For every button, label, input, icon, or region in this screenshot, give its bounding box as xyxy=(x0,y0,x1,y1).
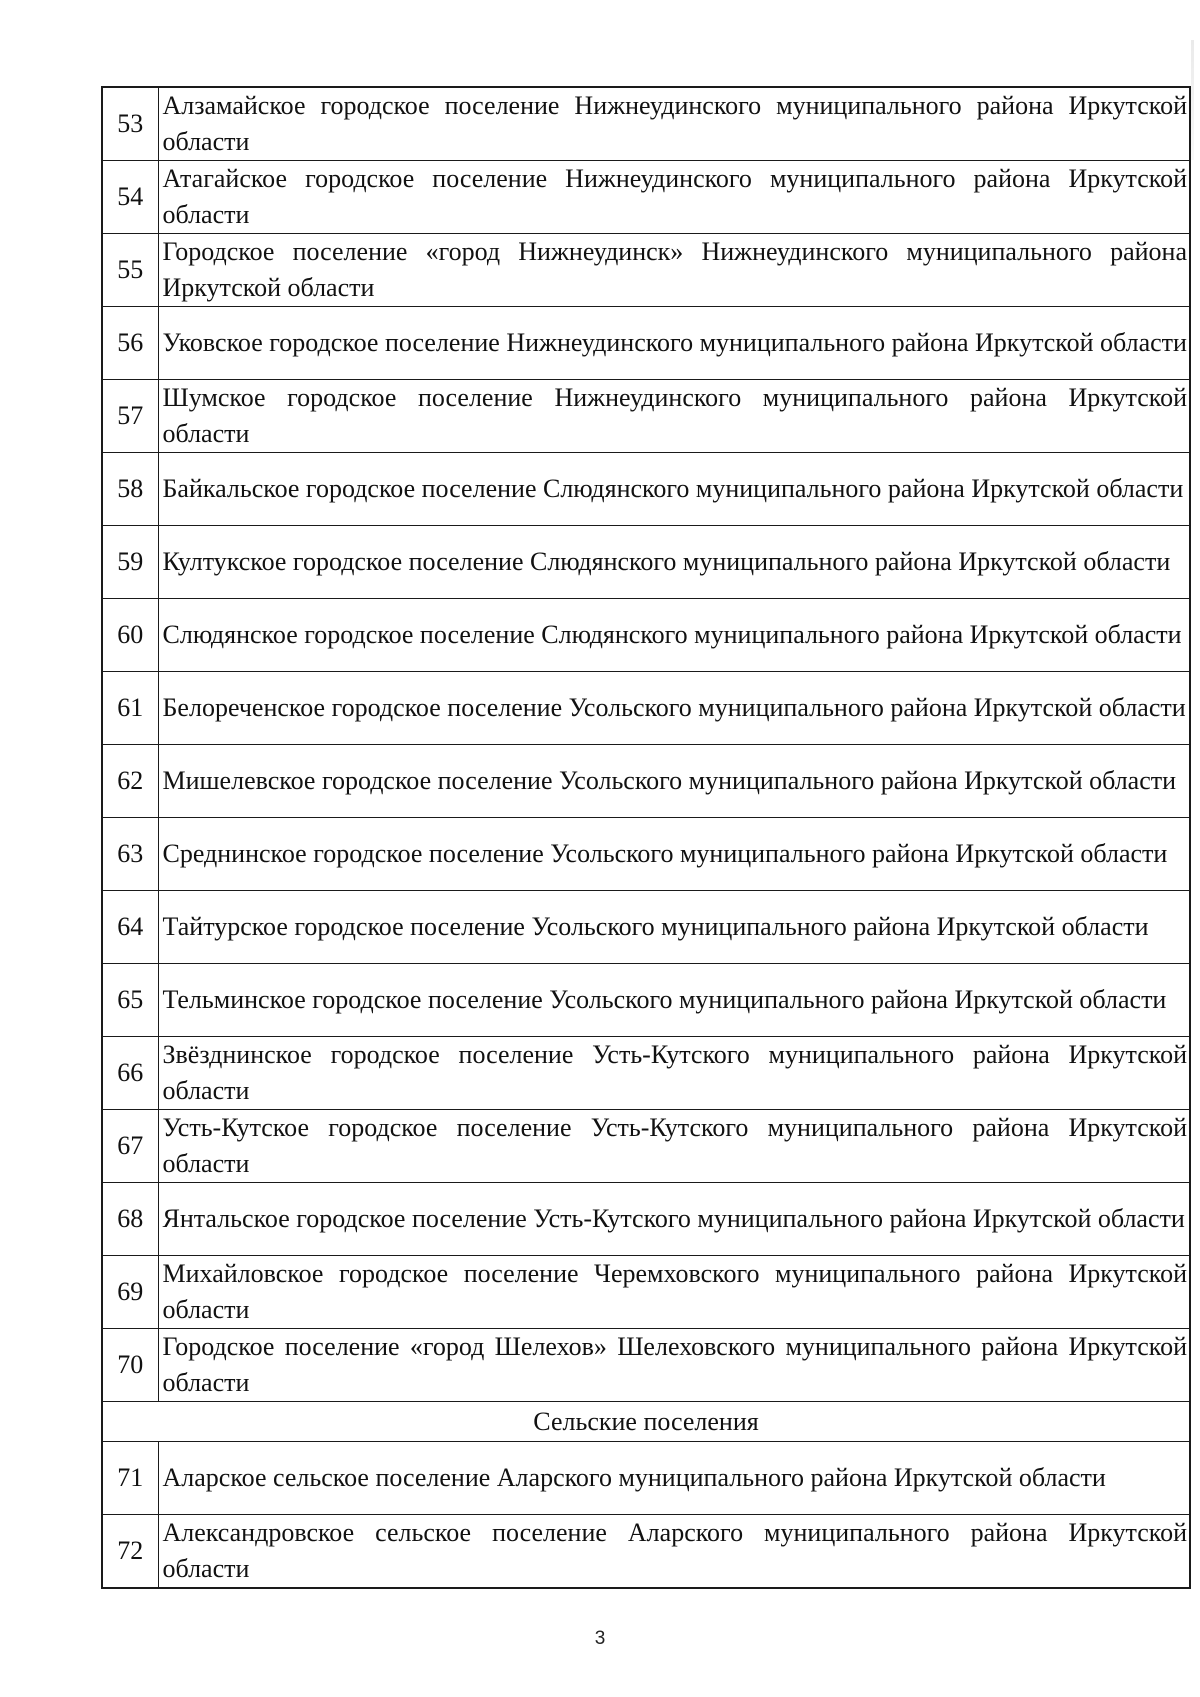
row-number: 61 xyxy=(102,672,158,745)
table-row xyxy=(102,1515,1190,1589)
settlement-name: Слюдянское городское поселение Слюдянского муниципального района Иркутской области xyxy=(158,599,1190,672)
row-number: 63 xyxy=(102,818,158,891)
table-row xyxy=(102,1183,1190,1256)
row-number: 65 xyxy=(102,964,158,1037)
row-number: 57 xyxy=(102,380,158,453)
row-number: 55 xyxy=(102,234,158,307)
settlements-table xyxy=(101,86,1191,1589)
table-row xyxy=(102,1442,1190,1515)
row-number: 60 xyxy=(102,599,158,672)
settlements-table-body xyxy=(102,87,1190,1588)
table-row xyxy=(102,964,1190,1037)
settlement-name: Михайловское городское поселение Черемховского муниципального района Иркутской области xyxy=(158,1256,1190,1329)
table-row xyxy=(102,891,1190,964)
settlement-name: Тельминское городское поселение Усольского муниципального района Иркутской области xyxy=(158,964,1190,1037)
table-row xyxy=(102,1110,1190,1183)
row-number: 64 xyxy=(102,891,158,964)
table-row xyxy=(102,307,1190,380)
page-number: 3 xyxy=(594,1628,606,1649)
settlement-name: Городское поселение «город Шелехов» Шелеховского муниципального района Иркутской области xyxy=(158,1329,1190,1402)
section-header-row xyxy=(102,1402,1190,1442)
settlement-name: Уковское городское поселение Нижнеудинского муниципального района Иркутской области xyxy=(158,307,1190,380)
settlement-name: Янтальское городское поселение Усть-Кутского муниципального района Иркутской области xyxy=(158,1183,1190,1256)
row-number: 67 xyxy=(102,1110,158,1183)
settlement-name: Александровское сельское поселение Аларского муниципального района Иркутской области xyxy=(158,1515,1190,1589)
row-number: 72 xyxy=(102,1515,158,1589)
settlement-name: Атагайское городское поселение Нижнеудинского муниципального района Иркутской области xyxy=(158,161,1190,234)
table-row xyxy=(102,161,1190,234)
settlement-name: Култукское городское поселение Слюдянского муниципального района Иркутской области xyxy=(158,526,1190,599)
settlement-name: Байкальское городское поселение Слюдянского муниципального района Иркутской области xyxy=(158,453,1190,526)
table-row xyxy=(102,599,1190,672)
row-number: 58 xyxy=(102,453,158,526)
row-number: 68 xyxy=(102,1183,158,1256)
row-number: 62 xyxy=(102,745,158,818)
row-number: 56 xyxy=(102,307,158,380)
row-number: 69 xyxy=(102,1256,158,1329)
settlement-name: Шумское городское поселение Нижнеудинского муниципального района Иркутской области xyxy=(158,380,1190,453)
settlement-name: Белореченское городское поселение Усольского муниципального района Иркутской области xyxy=(158,672,1190,745)
table-row xyxy=(102,234,1190,307)
row-number: 66 xyxy=(102,1037,158,1110)
row-number: 71 xyxy=(102,1442,158,1515)
table-row xyxy=(102,1256,1190,1329)
table-row xyxy=(102,87,1190,161)
settlement-name: Среднинское городское поселение Усольского муниципального района Иркутской области xyxy=(158,818,1190,891)
settlement-name: Усть-Кутское городское поселение Усть-Кутского муниципального района Иркутской области xyxy=(158,1110,1190,1183)
settlement-name: Тайтурское городское поселение Усольского муниципального района Иркутской области xyxy=(158,891,1190,964)
row-number: 54 xyxy=(102,161,158,234)
table-row xyxy=(102,1329,1190,1402)
table-row xyxy=(102,380,1190,453)
settlement-name: Звёзднинское городское поселение Усть-Кутского муниципального района Иркутской области xyxy=(158,1037,1190,1110)
table-row xyxy=(102,745,1190,818)
table-row xyxy=(102,1037,1190,1110)
section-header-rural-settlements: Сельские поселения xyxy=(102,1402,1190,1442)
scan-edge-mark xyxy=(1191,40,1194,160)
settlement-name: Мишелевское городское поселение Усольского муниципального района Иркутской области xyxy=(158,745,1190,818)
settlement-name: Алзамайское городское поселение Нижнеудинского муниципального района Иркутской области xyxy=(158,87,1190,161)
settlement-name: Городское поселение «город Нижнеудинск» Нижнеудинского муниципального района Иркутской области xyxy=(158,234,1190,307)
table-row xyxy=(102,818,1190,891)
table-row xyxy=(102,453,1190,526)
table-row xyxy=(102,672,1190,745)
row-number: 70 xyxy=(102,1329,158,1402)
row-number: 59 xyxy=(102,526,158,599)
row-number: 53 xyxy=(102,87,158,161)
settlement-name: Аларское сельское поселение Аларского муниципального района Иркутской области xyxy=(158,1442,1190,1515)
table-row xyxy=(102,526,1190,599)
